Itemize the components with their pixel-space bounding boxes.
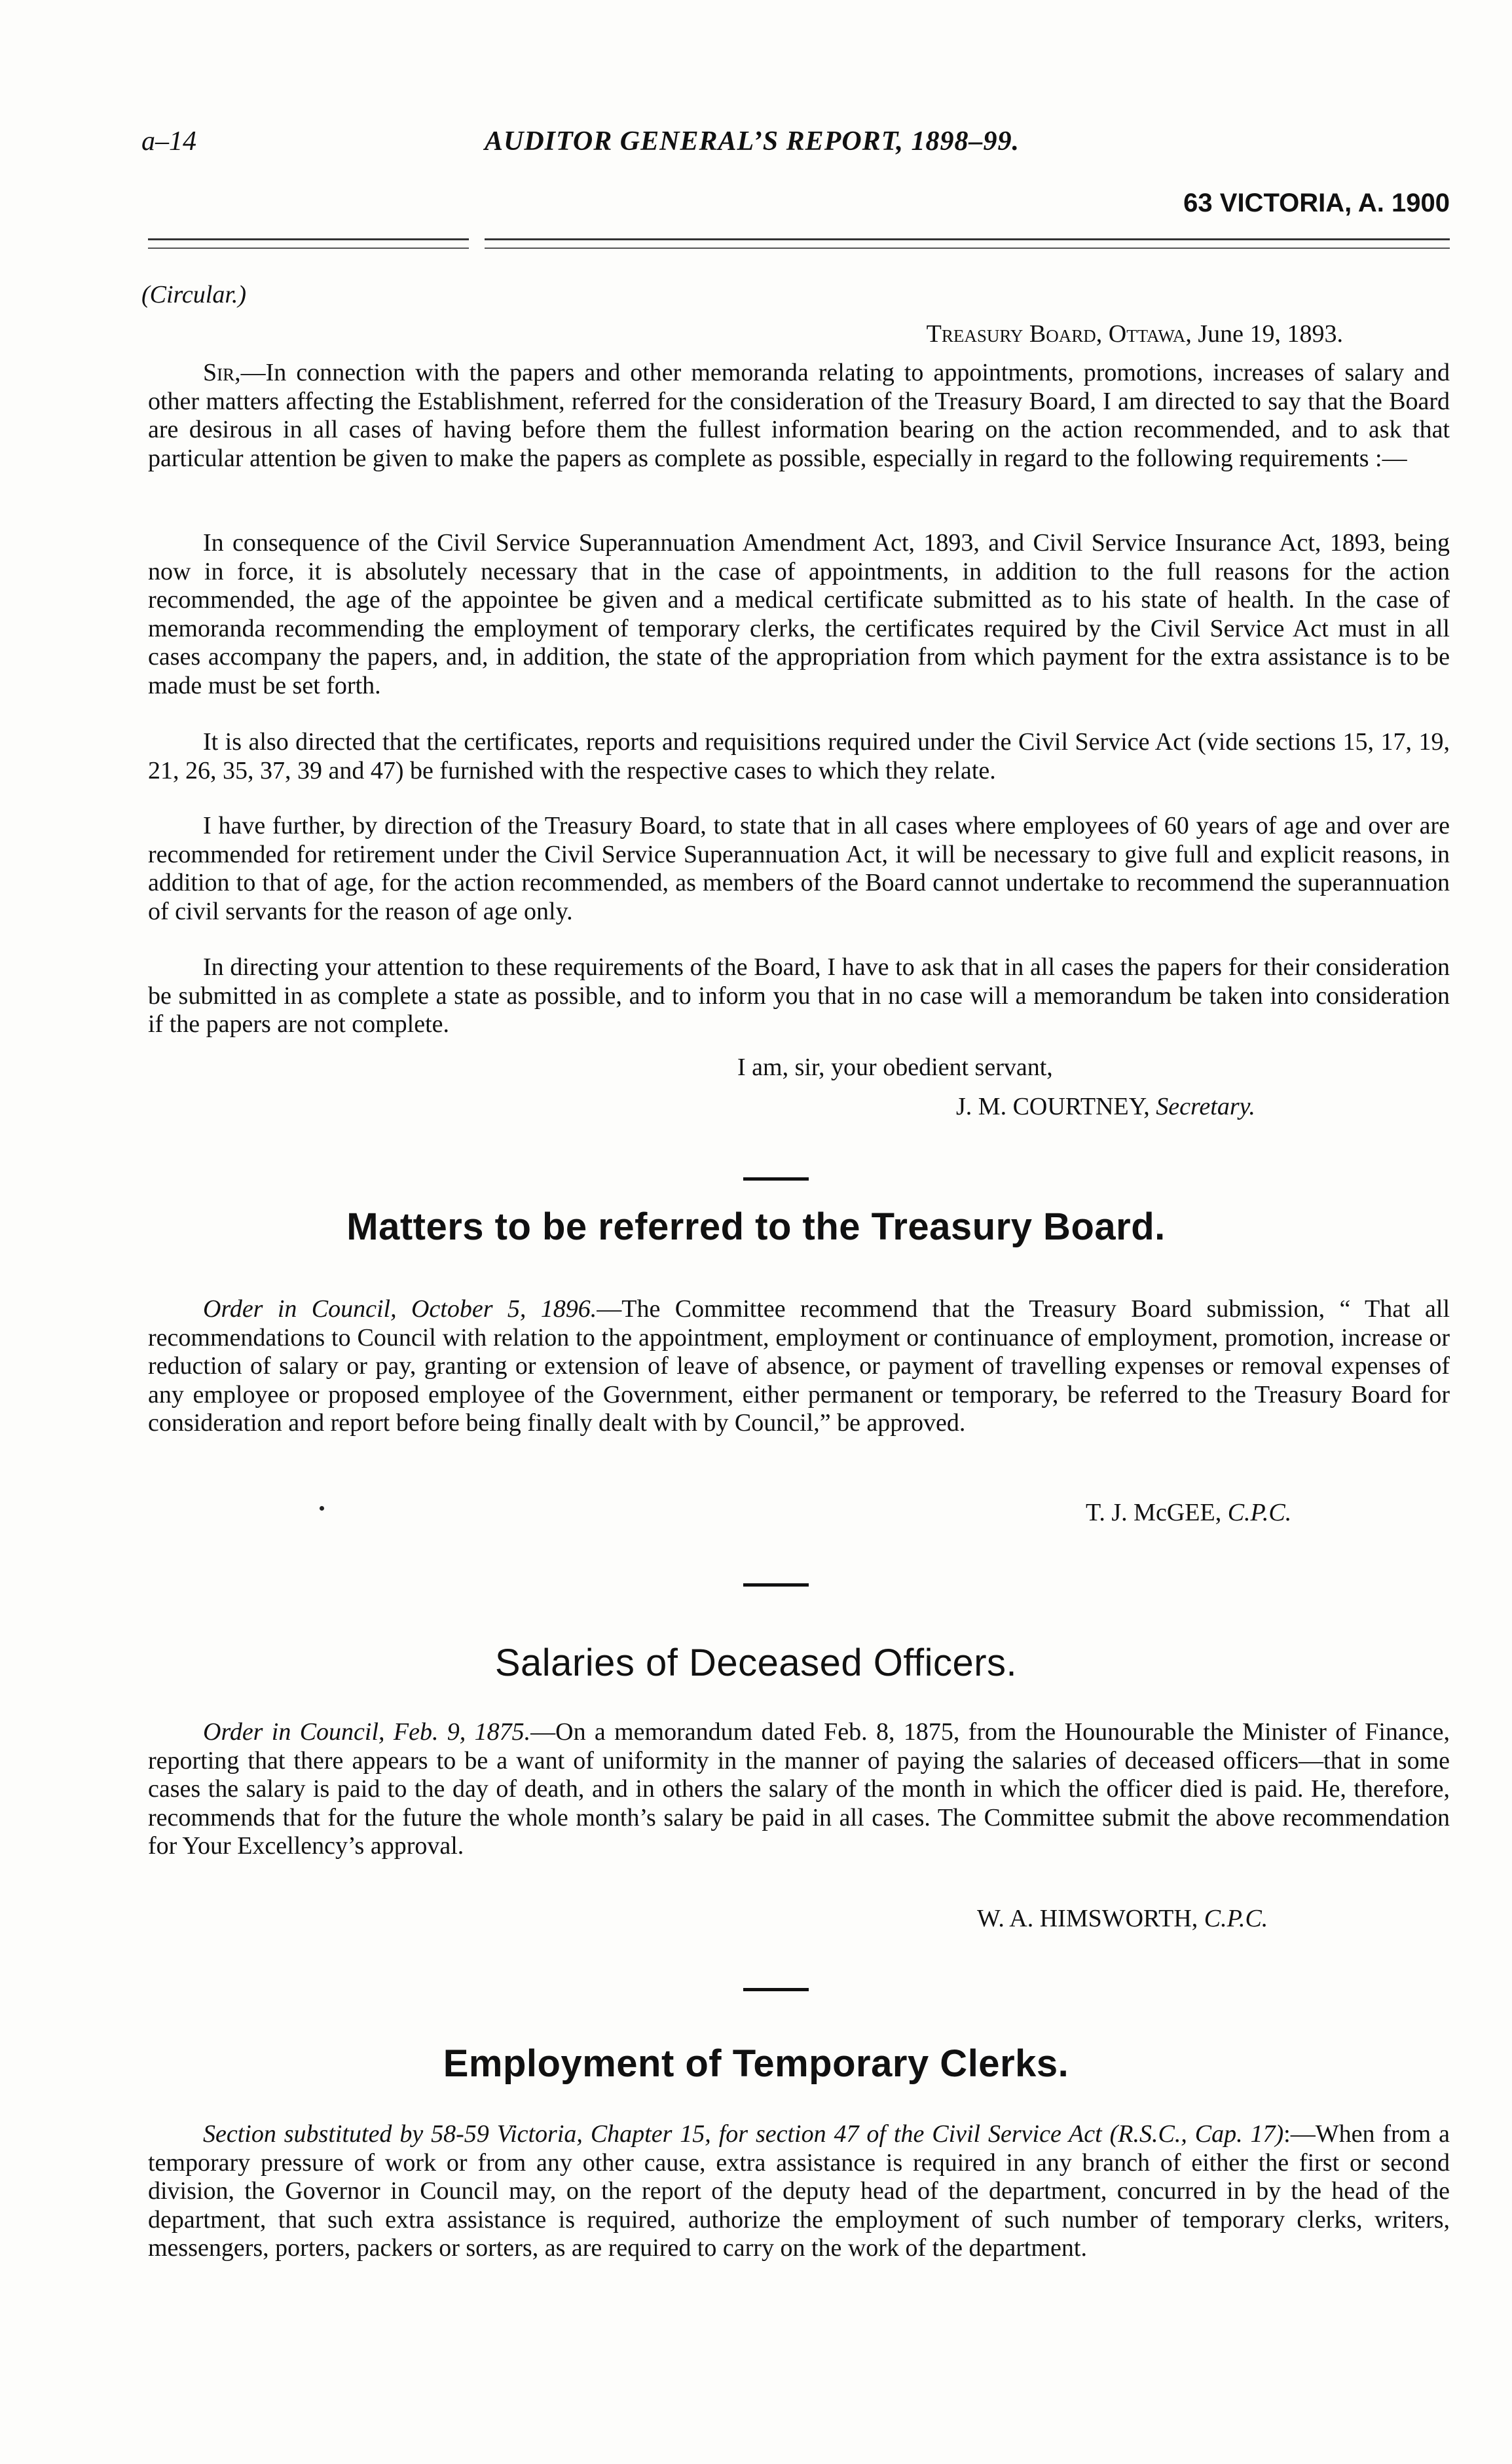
signature-title: C.P.C. (1204, 1905, 1268, 1932)
dateline-place: Treasury Board, Ottawa, (926, 320, 1192, 348)
section-heading: Salaries of Deceased Officers. (494, 1642, 1018, 1684)
page-number: a–14 (141, 126, 196, 156)
signature-title: C.P.C. (1227, 1499, 1292, 1526)
section-separator (743, 1177, 809, 1181)
section-heading: Matters to be referred to the Treasury Board. (346, 1205, 1166, 1248)
letter-paragraph (148, 359, 1450, 528)
running-title: AUDITOR GENERAL’S REPORT, 1898–99. (485, 126, 1020, 156)
section-separator (743, 1583, 809, 1587)
section-signature (1086, 1498, 1291, 1527)
letter-paragraph: In directing your attention to these requirements of the Board, I have to ask that in all cases the papers for their consideration be submitted in as complete a state as possible, and to inform you that in no case will a memorandum be taken into consideration if the papers are not complete. (148, 953, 1450, 1038)
letter-closing: I am, sir, your obedient servant, (737, 1054, 1053, 1081)
section-separator (743, 1988, 809, 1991)
signature-name: T. J. McGEE, (1086, 1499, 1222, 1526)
signature-title: Secretary. (1156, 1093, 1255, 1120)
letter-paragraph: I have further, by direction of the Treasury Board, to state that in all cases where employees of 60 years of age and over are recommended for retirement under the Civil Service Superannuation Act, it will be necessary to give full and explicit reasons, in addition to that of age, for the action recommended, as members of the Board cannot undertake to recommend the superannuation of civil servants for the reason of age only. (148, 812, 1450, 925)
letter-paragraph: In consequence of the Civil Service Superannuation Amendment Act, 1893, and Civil Service Insurance Act, 1893, being now in force, it is absolutely necessary that in the case of appointments, in addition to the full reasons for the action recommended, the age of the appointee be given and a medical certificate submitted as to his state of health. In the case of memoranda recommending the employment of temporary clerks, the certificates required by the Civil Service Act must in all cases accompany the papers, and, in addition, the state of the appropriation from which payment for the extra assistance is to be made must be set forth. (148, 529, 1450, 699)
dateline-date: June 19, 1893. (1198, 320, 1343, 348)
section-signature (977, 1904, 1268, 1933)
order-reference: Order in Council, Feb. 9, 1875. (203, 1718, 531, 1746)
circular-label: (Circular.) (141, 281, 247, 308)
body-text: :—When from a temporary pressure of work or from any other cause, extra assistance is required in any branch of either the first or second division, the Governor in Council may, on the report of the deputy head of the department, concurred in by the head of the department, that such extra assistance is required, authorize the employment of such number of temporary clerks, writers, messengers, porters, packers or sorters, as are required to carry on the work of the department. (148, 2120, 1450, 2262)
session-label: 63 VICTORIA, A. 1900 (1183, 189, 1450, 217)
letter-signature (956, 1092, 1255, 1121)
signature-name: W. A. HIMSWORTH, (977, 1905, 1198, 1932)
section-heading: Employment of Temporary Clerks. (443, 2042, 1069, 2085)
section-body (148, 2120, 1450, 2318)
header-rule (485, 248, 1450, 249)
section-body (148, 1295, 1450, 1464)
signature-name: J. M. COURTNEY, (956, 1093, 1150, 1120)
letter-paragraph: It is also directed that the certificates, reports and requisitions required under the Civil Service Act (vide sections 15, 17, 19, 21, 26, 35, 37, 39 and 47) be furnished with the respective cases to which they relate. (148, 728, 1450, 784)
salutation: Sir, (203, 359, 241, 386)
section-body (148, 1718, 1450, 1887)
header-rule (148, 248, 469, 249)
dateline (927, 320, 1343, 348)
paragraph-text: —In connection with the papers and other memoranda relating to appointments, promotions, increases of salary and other matters affecting the Establishment, referred for the consideration of the Treasury Board, I am directed to say that the Board are desirous in all cases of having before them the fullest information bearing on the action recommended, and to ask that particular attention be given to make the papers as complete as possible, especially in regard to the following requirements :— (148, 359, 1450, 472)
body-text: —On a memorandum dated Feb. 8, 1875, from the Hounourable the Minister of Finance, reporting that there appears to be a want of uniformity in the manner of paying the salaries of deceased officers—that in some cases the salary is paid to the day of death, and in others the salary of the month in which the officer died is paid. He, therefore, recommends that for the future the whole month’s salary be paid in all cases. The Committee submit the above recommendation for Your Excellency’s approval. (148, 1718, 1450, 1860)
header-rule (485, 238, 1450, 240)
header-rule (148, 238, 469, 240)
body-text: —The Committee recommend that the Treasury Board submission, “ That all recommendations to Council with relation to the appointment, employment or continuance of employment, promotion, increase or reduction of salary or pay, granting or extension of leave of absence, or payment of travelling expenses or removal expenses of any employee or proposed employee of the Government, either permanent or temporary, be referred to the Treasury Board for consideration and report before being finally dealt with by Council,” be approved. (148, 1295, 1450, 1437)
stray-mark (320, 1506, 324, 1511)
order-reference: Order in Council, October 5, 1896. (203, 1295, 597, 1323)
order-reference: Section substituted by 58-59 Victoria, Chapter 15, for section 47 of the Civil Service Act (R.S.C., Cap. 17) (203, 2120, 1284, 2148)
